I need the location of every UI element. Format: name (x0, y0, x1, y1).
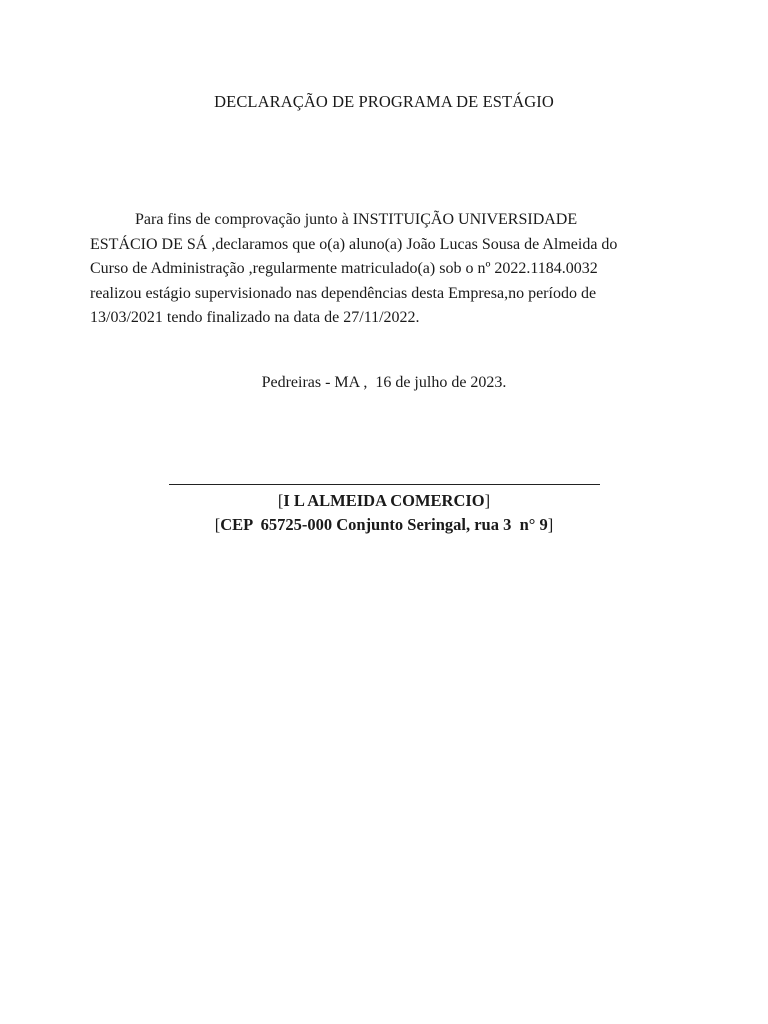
close-bracket: ] (547, 515, 554, 534)
paragraph-line: Para fins de comprovação junto à INSTITUIÇÃO UNIVERSIDADE (135, 211, 578, 228)
paragraph-line: ESTÁCIO DE SÁ ,declaramos que o(a) aluno(a) João Lucas Sousa de Almeida do (90, 235, 618, 253)
paragraph-line: Curso de Administração ,regularmente matriculado(a) sob o nº 2022.1184.0032 (90, 260, 598, 277)
company-name: I L ALMEIDA COMERCIO (283, 491, 485, 510)
open-bracket: [ (277, 491, 284, 510)
company-name-line (0, 491, 768, 511)
paragraph-line: 13/03/2021 tendo finalizado na data de 27/11/2022. (90, 309, 420, 326)
paragraph-line: realizou estágio supervisionado nas dependências desta Empresa,no período de (90, 284, 597, 302)
company-address: CEP 65725-000 Conjunto Seringal, rua 3 n° 9 (220, 515, 548, 534)
open-bracket: [ (214, 515, 221, 534)
declaration-paragraph (90, 208, 650, 331)
signature-line (169, 484, 600, 485)
place-and-date: Pedreiras - MA , 16 de julho de 2023. (261, 374, 507, 391)
close-bracket: ] (484, 491, 491, 510)
company-address-line (0, 515, 768, 535)
document-title: DECLARAÇÃO DE PROGRAMA DE ESTÁGIO (214, 92, 554, 111)
